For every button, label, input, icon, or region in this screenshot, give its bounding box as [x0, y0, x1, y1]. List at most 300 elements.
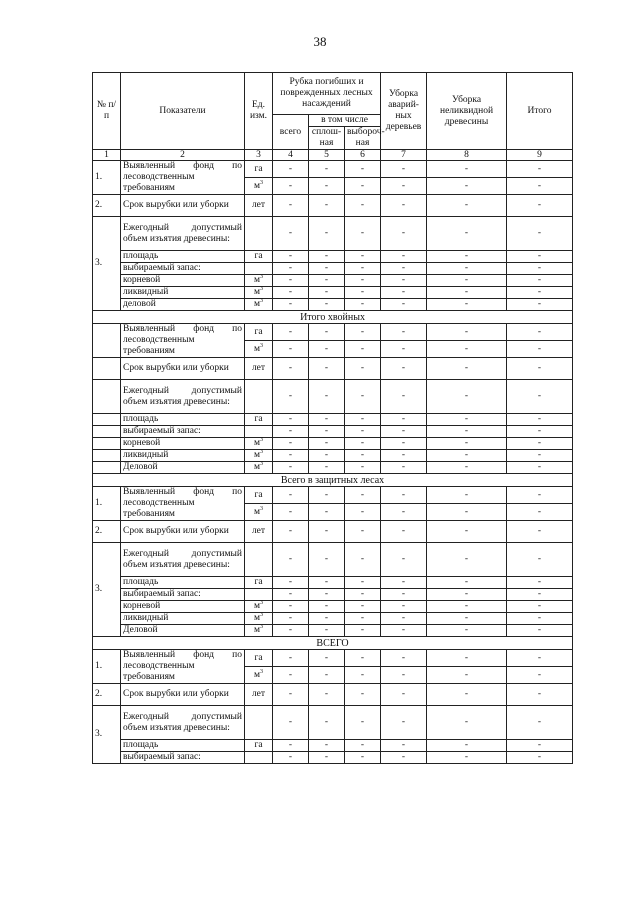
row-unit: га — [245, 251, 273, 263]
row-unit: $м^3$ — [245, 667, 273, 684]
header-emergency: Уборка аварий-ных деревьев — [381, 73, 427, 150]
row-label: площадь — [121, 251, 245, 263]
value-cell: - — [507, 414, 573, 426]
section-title: Всего в защитных лесах — [93, 474, 573, 487]
value-cell: - — [427, 667, 507, 684]
value-cell: - — [273, 667, 309, 684]
row-number: 1. — [93, 161, 121, 195]
value-cell: - — [345, 740, 381, 752]
value-cell: - — [427, 161, 507, 178]
column-number: 2 — [121, 150, 245, 161]
table-row — [93, 324, 573, 341]
value-cell: - — [507, 613, 573, 625]
value-cell: - — [345, 299, 381, 311]
row-unit — [245, 380, 273, 414]
value-cell: - — [427, 414, 507, 426]
value-cell: - — [345, 426, 381, 438]
value-cell: - — [381, 601, 427, 613]
row-unit: $м^3$ — [245, 625, 273, 637]
value-cell: - — [427, 613, 507, 625]
value-cell: - — [273, 521, 309, 543]
table-row — [93, 263, 573, 275]
row-unit — [245, 217, 273, 251]
column-number: 5 — [309, 150, 345, 161]
row-unit: $м^3$ — [245, 613, 273, 625]
row-label: площадь — [121, 414, 245, 426]
value-cell: - — [309, 521, 345, 543]
table-row — [93, 251, 573, 263]
section-title: Итого хвойных — [93, 311, 573, 324]
row-label: выбираемый запас: — [121, 263, 245, 275]
row-label: площадь — [121, 740, 245, 752]
table-row — [93, 613, 573, 625]
header-sum: Итого — [507, 73, 573, 150]
value-cell: - — [273, 613, 309, 625]
value-cell: - — [381, 358, 427, 380]
value-cell: - — [507, 667, 573, 684]
row-label: Срок вырубки или уборки — [121, 195, 245, 217]
value-cell: - — [427, 380, 507, 414]
row-number: 1. — [93, 487, 121, 521]
value-cell: - — [309, 504, 345, 521]
row-label: деловой — [121, 299, 245, 311]
value-cell: - — [309, 341, 345, 358]
header-indicators: Показатели — [121, 73, 245, 150]
value-cell: - — [427, 251, 507, 263]
value-cell: - — [345, 577, 381, 589]
value-cell: - — [309, 287, 345, 299]
value-cell: - — [273, 324, 309, 341]
header-unit: Ед. изм. — [245, 73, 273, 150]
value-cell: - — [273, 195, 309, 217]
table-row — [93, 358, 573, 380]
table-row — [93, 487, 573, 504]
header-illiquid: Уборка неликвидной древесины — [427, 73, 507, 150]
value-cell: - — [507, 341, 573, 358]
row-unit: $м^3$ — [245, 178, 273, 195]
column-numbers-row — [93, 150, 573, 161]
value-cell: - — [427, 650, 507, 667]
value-cell: - — [507, 577, 573, 589]
row-unit: га — [245, 324, 273, 341]
value-cell: - — [345, 217, 381, 251]
value-cell: - — [507, 195, 573, 217]
row-unit: га — [245, 650, 273, 667]
column-number: 4 — [273, 150, 309, 161]
header-num: № п/п — [93, 73, 121, 150]
value-cell: - — [309, 740, 345, 752]
value-cell: - — [309, 380, 345, 414]
value-cell: - — [507, 504, 573, 521]
value-cell: - — [345, 275, 381, 287]
row-label: ликвидный — [121, 613, 245, 625]
value-cell: - — [427, 504, 507, 521]
value-cell: - — [309, 667, 345, 684]
header-selective: выбороч-ная — [345, 127, 381, 150]
column-number: 7 — [381, 150, 427, 161]
row-number — [93, 450, 121, 462]
row-unit: $м^3$ — [245, 341, 273, 358]
value-cell: - — [381, 504, 427, 521]
value-cell: - — [309, 487, 345, 504]
column-number: 3 — [245, 150, 273, 161]
value-cell: - — [309, 450, 345, 462]
value-cell: - — [381, 625, 427, 637]
value-cell: - — [381, 251, 427, 263]
value-cell: - — [273, 178, 309, 195]
value-cell: - — [273, 650, 309, 667]
value-cell: - — [309, 426, 345, 438]
row-label: Срок вырубки или уборки — [121, 521, 245, 543]
value-cell: - — [507, 706, 573, 740]
value-cell: - — [309, 217, 345, 251]
value-cell: - — [273, 341, 309, 358]
value-cell: - — [345, 487, 381, 504]
value-cell: - — [345, 706, 381, 740]
row-unit: лет — [245, 358, 273, 380]
value-cell: - — [507, 684, 573, 706]
table-row — [93, 706, 573, 740]
table-row — [93, 625, 573, 637]
value-cell: - — [381, 684, 427, 706]
value-cell: - — [427, 450, 507, 462]
value-cell: - — [309, 650, 345, 667]
value-cell: - — [507, 426, 573, 438]
table-row — [93, 684, 573, 706]
row-label: Срок вырубки или уборки — [121, 684, 245, 706]
value-cell: - — [381, 543, 427, 577]
value-cell: - — [309, 358, 345, 380]
value-cell: - — [427, 684, 507, 706]
value-cell: - — [427, 487, 507, 504]
row-unit: $м^3$ — [245, 504, 273, 521]
row-unit: $м^3$ — [245, 601, 273, 613]
value-cell: - — [507, 543, 573, 577]
value-cell: - — [345, 341, 381, 358]
row-unit: $м^3$ — [245, 275, 273, 287]
value-cell: - — [427, 752, 507, 764]
value-cell: - — [507, 487, 573, 504]
value-cell: - — [427, 543, 507, 577]
value-cell: - — [309, 251, 345, 263]
value-cell: - — [507, 589, 573, 601]
value-cell: - — [309, 195, 345, 217]
row-label: Деловой — [121, 462, 245, 474]
table-row — [93, 217, 573, 251]
row-label: Ежегодный допустимый объем изъятия древесины: — [121, 706, 245, 740]
value-cell: - — [381, 380, 427, 414]
value-cell: - — [507, 462, 573, 474]
value-cell: - — [507, 380, 573, 414]
value-cell: - — [381, 217, 427, 251]
value-cell: - — [345, 380, 381, 414]
value-cell: - — [309, 601, 345, 613]
value-cell: - — [381, 487, 427, 504]
value-cell: - — [345, 358, 381, 380]
value-cell: - — [381, 426, 427, 438]
value-cell: - — [507, 358, 573, 380]
row-number: 3. — [93, 217, 121, 311]
value-cell: - — [507, 752, 573, 764]
value-cell: - — [273, 380, 309, 414]
row-number — [93, 414, 121, 426]
value-cell: - — [507, 287, 573, 299]
value-cell: - — [507, 625, 573, 637]
header-total: всего — [273, 115, 309, 150]
value-cell: - — [345, 462, 381, 474]
row-label: выбираемый запас: — [121, 426, 245, 438]
table-row — [93, 426, 573, 438]
value-cell: - — [345, 195, 381, 217]
table-row — [93, 543, 573, 577]
value-cell: - — [345, 178, 381, 195]
value-cell: - — [507, 178, 573, 195]
value-cell: - — [427, 217, 507, 251]
row-label: Выявленный фонд по лесоводственным требованиям — [121, 487, 245, 521]
row-unit: $м^3$ — [245, 299, 273, 311]
value-cell: - — [507, 450, 573, 462]
value-cell: - — [345, 324, 381, 341]
row-number — [93, 462, 121, 474]
table-row — [93, 462, 573, 474]
value-cell: - — [381, 450, 427, 462]
value-cell: - — [427, 263, 507, 275]
value-cell: - — [309, 299, 345, 311]
value-cell: - — [381, 299, 427, 311]
column-number: 8 — [427, 150, 507, 161]
value-cell: - — [427, 462, 507, 474]
value-cell: - — [345, 601, 381, 613]
header-incl: в том числе — [309, 115, 381, 127]
row-number: 2. — [93, 195, 121, 217]
value-cell: - — [273, 251, 309, 263]
value-cell: - — [273, 589, 309, 601]
value-cell: - — [273, 450, 309, 462]
section-title-row — [93, 637, 573, 650]
value-cell: - — [427, 275, 507, 287]
value-cell: - — [381, 438, 427, 450]
value-cell: - — [507, 299, 573, 311]
row-unit: га — [245, 161, 273, 178]
column-number: 9 — [507, 150, 573, 161]
value-cell: - — [309, 589, 345, 601]
value-cell: - — [381, 462, 427, 474]
value-cell: - — [345, 684, 381, 706]
value-cell: - — [381, 613, 427, 625]
row-number — [93, 358, 121, 380]
value-cell: - — [381, 414, 427, 426]
section-title-row — [93, 474, 573, 487]
table-row — [93, 287, 573, 299]
value-cell: - — [309, 462, 345, 474]
value-cell: - — [309, 275, 345, 287]
row-label: Выявленный фонд по лесоводственным требованиям — [121, 324, 245, 358]
value-cell: - — [381, 521, 427, 543]
table-row — [93, 740, 573, 752]
row-number — [93, 380, 121, 414]
value-cell: - — [345, 589, 381, 601]
value-cell: - — [345, 251, 381, 263]
value-cell: - — [345, 543, 381, 577]
value-cell: - — [345, 667, 381, 684]
value-cell: - — [309, 178, 345, 195]
page-number: 38 — [313, 34, 327, 49]
row-unit — [245, 589, 273, 601]
value-cell: - — [273, 740, 309, 752]
table-row — [93, 380, 573, 414]
row-label: площадь — [121, 577, 245, 589]
table-row — [93, 299, 573, 311]
value-cell: - — [381, 667, 427, 684]
column-number: 6 — [345, 150, 381, 161]
value-cell: - — [507, 521, 573, 543]
table-row — [93, 577, 573, 589]
value-cell: - — [345, 438, 381, 450]
table-row — [93, 752, 573, 764]
table-row — [93, 450, 573, 462]
table-row — [93, 589, 573, 601]
value-cell: - — [507, 217, 573, 251]
value-cell: - — [345, 263, 381, 275]
value-cell: - — [507, 740, 573, 752]
value-cell: - — [273, 161, 309, 178]
table-row — [93, 601, 573, 613]
row-unit — [245, 426, 273, 438]
column-number: 1 — [93, 150, 121, 161]
row-unit: $м^3$ — [245, 438, 273, 450]
row-label: выбираемый запас: — [121, 589, 245, 601]
value-cell: - — [507, 438, 573, 450]
row-number: 2. — [93, 521, 121, 543]
value-cell: - — [273, 625, 309, 637]
row-unit: лет — [245, 684, 273, 706]
row-unit: лет — [245, 521, 273, 543]
value-cell: - — [507, 263, 573, 275]
table-row — [93, 161, 573, 178]
value-cell: - — [427, 577, 507, 589]
value-cell: - — [427, 324, 507, 341]
row-unit: га — [245, 414, 273, 426]
value-cell: - — [345, 414, 381, 426]
value-cell: - — [309, 625, 345, 637]
table-row — [93, 650, 573, 667]
row-unit: га — [245, 740, 273, 752]
value-cell: - — [381, 287, 427, 299]
value-cell: - — [381, 324, 427, 341]
value-cell: - — [427, 299, 507, 311]
table-row — [93, 195, 573, 217]
value-cell: - — [427, 178, 507, 195]
value-cell: - — [273, 414, 309, 426]
row-unit: га — [245, 577, 273, 589]
row-label: выбираемый запас: — [121, 752, 245, 764]
value-cell: - — [427, 740, 507, 752]
header-felling: Рубка погибших и поврежденных лесных насаждений — [273, 73, 381, 115]
header-clear: сплош-ная — [309, 127, 345, 150]
value-cell: - — [427, 358, 507, 380]
value-cell: - — [507, 650, 573, 667]
row-number — [93, 324, 121, 358]
value-cell: - — [427, 601, 507, 613]
value-cell: - — [427, 589, 507, 601]
value-cell: - — [507, 324, 573, 341]
row-label: ликвидный — [121, 287, 245, 299]
value-cell: - — [273, 358, 309, 380]
value-cell: - — [345, 625, 381, 637]
value-cell: - — [381, 161, 427, 178]
row-label: Срок вырубки или уборки — [121, 358, 245, 380]
value-cell: - — [273, 217, 309, 251]
value-cell: - — [273, 275, 309, 287]
value-cell: - — [381, 706, 427, 740]
value-cell: - — [507, 275, 573, 287]
value-cell: - — [309, 414, 345, 426]
value-cell: - — [381, 589, 427, 601]
section-title: ВСЕГО — [93, 637, 573, 650]
row-label: Выявленный фонд по лесоводственным требованиям — [121, 161, 245, 195]
value-cell: - — [507, 601, 573, 613]
row-label: корневой — [121, 601, 245, 613]
value-cell: - — [309, 438, 345, 450]
value-cell: - — [273, 487, 309, 504]
row-label: корневой — [121, 275, 245, 287]
value-cell: - — [309, 324, 345, 341]
row-number — [93, 438, 121, 450]
table-row — [93, 414, 573, 426]
row-unit: $м^3$ — [245, 450, 273, 462]
value-cell: - — [381, 178, 427, 195]
value-cell: - — [345, 504, 381, 521]
value-cell: - — [309, 684, 345, 706]
value-cell: - — [381, 752, 427, 764]
row-label: корневой — [121, 438, 245, 450]
felling-table — [92, 72, 573, 764]
row-label: Ежегодный допустимый объем изъятия древесины: — [121, 543, 245, 577]
table-row — [93, 275, 573, 287]
row-unit: га — [245, 487, 273, 504]
row-label: Ежегодный допустимый объем изъятия древесины: — [121, 217, 245, 251]
value-cell: - — [273, 752, 309, 764]
row-unit — [245, 263, 273, 275]
value-cell: - — [273, 504, 309, 521]
row-unit: $м^3$ — [245, 287, 273, 299]
value-cell: - — [427, 341, 507, 358]
value-cell: - — [309, 613, 345, 625]
row-number — [93, 426, 121, 438]
value-cell: - — [309, 161, 345, 178]
value-cell: - — [345, 613, 381, 625]
row-unit: лет — [245, 195, 273, 217]
value-cell: - — [273, 684, 309, 706]
value-cell: - — [381, 740, 427, 752]
row-unit — [245, 706, 273, 740]
value-cell: - — [273, 601, 309, 613]
value-cell: - — [381, 577, 427, 589]
value-cell: - — [309, 752, 345, 764]
table-row — [93, 438, 573, 450]
row-number: 3. — [93, 706, 121, 764]
value-cell: - — [381, 650, 427, 667]
value-cell: - — [507, 251, 573, 263]
value-cell: - — [345, 287, 381, 299]
value-cell: - — [309, 577, 345, 589]
value-cell: - — [345, 752, 381, 764]
value-cell: - — [381, 275, 427, 287]
section-title-row — [93, 311, 573, 324]
value-cell: - — [345, 521, 381, 543]
value-cell: - — [427, 195, 507, 217]
value-cell: - — [345, 450, 381, 462]
